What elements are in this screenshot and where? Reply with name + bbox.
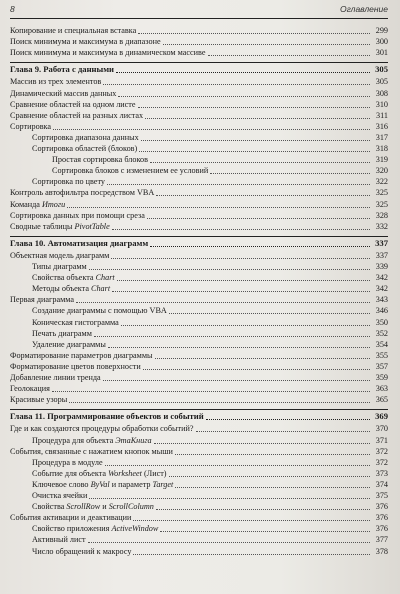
dot-leader bbox=[133, 520, 370, 521]
dot-leader bbox=[196, 431, 370, 432]
entry-page-number: 372 bbox=[375, 457, 388, 467]
chapter-rule bbox=[10, 62, 388, 63]
entry-title: Поиск минимума и максимума в динамическом массиве bbox=[10, 48, 206, 58]
entry-page-number: 372 bbox=[375, 446, 388, 456]
entry-page-number: 354 bbox=[375, 339, 388, 349]
toc-entry[interactable] bbox=[0, 457, 400, 468]
dot-leader bbox=[175, 487, 370, 488]
entry-title: Удаление диаграммы bbox=[32, 339, 106, 349]
toc-entry[interactable] bbox=[0, 121, 400, 132]
entry-page-number: 319 bbox=[375, 155, 388, 165]
entry-page-number: 337 bbox=[375, 250, 388, 260]
entry-title: Первая диаграмма bbox=[10, 295, 75, 305]
entry-title: Сравнение областей на одном листе bbox=[10, 99, 136, 109]
entry-page-number: 328 bbox=[375, 210, 388, 220]
dot-leader bbox=[107, 184, 370, 185]
entry-page-number: 339 bbox=[375, 262, 388, 271]
dot-leader bbox=[163, 44, 370, 45]
dot-leader bbox=[156, 195, 370, 196]
dot-leader bbox=[67, 207, 370, 208]
dot-leader bbox=[111, 258, 370, 259]
entry-page-number: 343 bbox=[375, 295, 388, 305]
entry-title: Контроль автофильтра посредством VBA bbox=[10, 188, 155, 198]
entry-page-number: 318 bbox=[375, 144, 388, 153]
dot-leader bbox=[169, 313, 370, 314]
dot-leader bbox=[118, 96, 370, 97]
dot-leader bbox=[88, 542, 370, 543]
toc-entry[interactable] bbox=[0, 110, 400, 121]
toc-entry[interactable] bbox=[0, 446, 400, 457]
entry-page-number: 346 bbox=[375, 306, 388, 316]
dot-leader bbox=[112, 229, 370, 230]
entry-title: Где и как создаются процедуры обработки событий? bbox=[10, 424, 194, 434]
entry-page-number: 300 bbox=[375, 37, 388, 47]
entry-page-number: 325 bbox=[375, 188, 388, 198]
dot-leader bbox=[139, 151, 370, 152]
entry-title: Копирование и специальная вставка bbox=[10, 26, 137, 35]
entry-page-number: 376 bbox=[375, 502, 388, 512]
toc-entry[interactable] bbox=[0, 132, 400, 143]
toc-entry[interactable] bbox=[0, 154, 400, 165]
entry-title: Сводные таблицы PivotTable bbox=[10, 221, 110, 231]
entry-page-number: 305 bbox=[375, 64, 388, 75]
toc-entry[interactable] bbox=[0, 210, 400, 221]
dot-leader bbox=[138, 33, 370, 34]
entry-title: Активный лист bbox=[32, 535, 86, 545]
entry-page-number: 359 bbox=[375, 373, 388, 382]
dot-leader bbox=[145, 118, 370, 119]
toc-entry[interactable] bbox=[0, 25, 400, 36]
entry-title: Сортировка по цвету bbox=[32, 177, 106, 187]
entry-page-number: 376 bbox=[375, 524, 388, 534]
entry-page-number: 322 bbox=[375, 177, 388, 187]
dot-leader bbox=[155, 358, 370, 359]
dot-leader bbox=[150, 246, 370, 247]
entry-title: Сравнение областей на разных листах bbox=[10, 110, 144, 120]
entry-title: Типы диаграмм bbox=[32, 262, 87, 271]
dot-leader bbox=[154, 443, 370, 444]
toc-entry[interactable] bbox=[0, 383, 400, 394]
entry-title: Коническая гистограмма bbox=[32, 317, 119, 327]
dot-leader bbox=[69, 402, 370, 403]
dot-leader bbox=[156, 509, 370, 510]
entry-title: Ключевое слово ByVal и параметр Target bbox=[32, 479, 174, 489]
dot-leader bbox=[175, 454, 370, 455]
chapter-rule bbox=[10, 236, 388, 237]
entry-title: Сортировка областей (блоков) bbox=[32, 144, 138, 153]
entry-title: Свойства объекта Chart bbox=[32, 273, 115, 283]
entry-page-number: 320 bbox=[375, 166, 388, 176]
entry-page-number: 369 bbox=[375, 411, 388, 422]
entry-page-number: 301 bbox=[375, 48, 388, 58]
dot-leader bbox=[52, 391, 370, 392]
entry-title: Сортировка bbox=[10, 121, 52, 131]
dot-leader bbox=[147, 218, 370, 219]
toc-entry[interactable] bbox=[0, 199, 400, 210]
entry-title: Глава 11. Программирование объектов и событий bbox=[10, 411, 204, 422]
toc-entry[interactable] bbox=[0, 165, 400, 176]
dot-leader bbox=[116, 72, 370, 73]
entry-page-number: 375 bbox=[375, 491, 388, 500]
entry-page-number: 355 bbox=[375, 350, 388, 360]
dot-leader bbox=[143, 369, 370, 370]
entry-page-number: 357 bbox=[375, 361, 388, 371]
running-title: Оглавление bbox=[339, 4, 388, 14]
dot-leader bbox=[206, 419, 370, 420]
entry-title: События активации и деактивации bbox=[10, 513, 132, 523]
entry-page-number: 316 bbox=[375, 121, 388, 131]
entry-page-number: 310 bbox=[375, 99, 388, 109]
entry-title: Создание диаграммы с помощью VBA bbox=[32, 306, 167, 316]
dot-leader bbox=[105, 465, 370, 466]
entry-title: Сортировка данных при помощи среза bbox=[10, 210, 145, 220]
entry-title: Объектная модель диаграмм bbox=[10, 250, 110, 260]
entry-page-number: 325 bbox=[375, 199, 388, 209]
entry-page-number: 342 bbox=[375, 284, 388, 294]
entry-page-number: 311 bbox=[376, 110, 388, 120]
entry-title: Процедура в модуле bbox=[32, 457, 103, 467]
dot-leader bbox=[76, 302, 370, 303]
entry-title: Глава 10. Автоматизация диаграмм bbox=[10, 237, 149, 248]
page-number: 8 bbox=[10, 4, 15, 14]
entry-title: Форматирование параметров диаграммы bbox=[10, 350, 153, 360]
toc-entry[interactable] bbox=[0, 468, 400, 479]
chapter-entry[interactable] bbox=[0, 238, 400, 249]
chapter-entry[interactable] bbox=[0, 411, 400, 422]
entry-page-number: 377 bbox=[375, 535, 388, 545]
dot-leader bbox=[103, 380, 370, 381]
toc-entry[interactable] bbox=[0, 283, 400, 294]
toc-entry[interactable] bbox=[0, 221, 400, 232]
entry-page-number: 308 bbox=[375, 88, 388, 98]
entry-page-number: 350 bbox=[375, 317, 388, 327]
dot-leader bbox=[112, 291, 370, 292]
toc-entry[interactable] bbox=[0, 261, 400, 272]
entry-page-number: 371 bbox=[375, 435, 388, 445]
entry-page-number: 352 bbox=[375, 328, 388, 338]
entry-title: Событие для объекта Worksheet (Лист) bbox=[32, 468, 167, 478]
toc-entry[interactable] bbox=[0, 523, 400, 534]
entry-page-number: 305 bbox=[375, 77, 388, 87]
toc-entry[interactable] bbox=[0, 435, 400, 446]
toc-entry[interactable] bbox=[0, 534, 400, 545]
entry-title: Глава 9. Работа с данными bbox=[10, 64, 115, 75]
dot-leader bbox=[121, 325, 370, 326]
toc-entry[interactable] bbox=[0, 36, 400, 47]
dot-leader bbox=[94, 336, 370, 337]
entry-title: Команда Итоги bbox=[10, 199, 66, 209]
toc-entry[interactable] bbox=[0, 328, 400, 339]
toc-entry[interactable] bbox=[0, 187, 400, 198]
entry-title: Поиск минимума и максимума в диапазоне bbox=[10, 37, 161, 47]
toc-entry[interactable] bbox=[0, 394, 400, 405]
toc-entry[interactable] bbox=[0, 317, 400, 328]
chapter-entry[interactable] bbox=[0, 64, 400, 75]
entry-title: Печать диаграмм bbox=[32, 328, 92, 338]
entry-title: Форматирование цветов поверхности bbox=[10, 361, 141, 371]
dot-leader bbox=[108, 347, 370, 348]
entry-page-number: 299 bbox=[375, 26, 388, 35]
dot-leader bbox=[53, 129, 370, 130]
dot-leader bbox=[89, 498, 370, 499]
toc-entry[interactable] bbox=[0, 501, 400, 512]
toc-entry[interactable] bbox=[0, 47, 400, 58]
entry-title: Методы объекта Chart bbox=[32, 284, 111, 294]
chapter-rule bbox=[10, 409, 388, 410]
dot-leader bbox=[141, 140, 370, 141]
toc-entry[interactable] bbox=[0, 339, 400, 350]
entry-title: Красивые узоры bbox=[10, 395, 68, 405]
entry-page-number: 373 bbox=[375, 468, 388, 478]
toc-entry[interactable] bbox=[0, 546, 400, 557]
entry-page-number: 376 bbox=[375, 513, 388, 523]
entry-page-number: 342 bbox=[375, 273, 388, 283]
entry-title: Свойство приложения ActiveWindow bbox=[32, 524, 159, 534]
toc-entry[interactable] bbox=[0, 143, 400, 154]
entry-page-number: 332 bbox=[375, 221, 388, 231]
entry-title: Сортировка блоков с изменением ее условий bbox=[52, 166, 209, 176]
toc-entry[interactable] bbox=[0, 479, 400, 490]
toc-entry[interactable] bbox=[0, 176, 400, 187]
toc-entry[interactable] bbox=[0, 305, 400, 316]
entry-title: Свойства ScrollRow и ScrollColumn bbox=[32, 502, 154, 512]
entry-title: События, связанные с нажатием кнопок мыши bbox=[10, 446, 173, 456]
entry-page-number: 374 bbox=[375, 479, 388, 489]
toc-entry[interactable] bbox=[0, 490, 400, 501]
entry-page-number: 365 bbox=[375, 395, 388, 405]
dot-leader bbox=[103, 84, 370, 85]
toc-entry[interactable] bbox=[0, 423, 400, 434]
toc-entry[interactable] bbox=[0, 350, 400, 361]
toc-entry[interactable] bbox=[0, 512, 400, 523]
entry-title: Сортировка диапазона данных bbox=[32, 132, 139, 142]
entry-title: Добавление линии тренда bbox=[10, 373, 101, 382]
dot-leader bbox=[89, 269, 370, 270]
dot-leader bbox=[150, 162, 370, 163]
dot-leader bbox=[208, 55, 370, 56]
dot-leader bbox=[160, 531, 370, 532]
entry-title: Процедура для объекта ЭтаКнига bbox=[32, 435, 152, 445]
entry-page-number: 370 bbox=[375, 424, 388, 434]
toc-entry[interactable] bbox=[0, 294, 400, 305]
entry-title: Очистка ячейки bbox=[32, 491, 88, 500]
dot-leader bbox=[138, 107, 370, 108]
dot-leader bbox=[133, 554, 370, 555]
toc-entry[interactable] bbox=[0, 99, 400, 110]
toc-entry[interactable] bbox=[0, 88, 400, 99]
entry-page-number: 378 bbox=[375, 546, 388, 556]
dot-leader bbox=[117, 280, 370, 281]
entry-title: Число обращений к макросу bbox=[32, 546, 132, 556]
toc-entry[interactable] bbox=[0, 372, 400, 383]
entry-page-number: 317 bbox=[375, 132, 388, 142]
toc-entry[interactable] bbox=[0, 76, 400, 87]
toc-entry[interactable] bbox=[0, 250, 400, 261]
toc-entry[interactable] bbox=[0, 272, 400, 283]
running-header bbox=[10, 2, 388, 19]
entry-title: Динамический массив данных bbox=[10, 88, 117, 98]
dot-leader bbox=[210, 173, 370, 174]
entry-title: Геолокация bbox=[10, 384, 50, 394]
dot-leader bbox=[169, 476, 370, 477]
entry-title: Массив из трех элементов bbox=[10, 77, 102, 87]
entry-page-number: 337 bbox=[375, 237, 388, 248]
entry-title: Простая сортировка блоков bbox=[52, 155, 148, 165]
toc-entry[interactable] bbox=[0, 361, 400, 372]
entry-page-number: 363 bbox=[375, 384, 388, 394]
